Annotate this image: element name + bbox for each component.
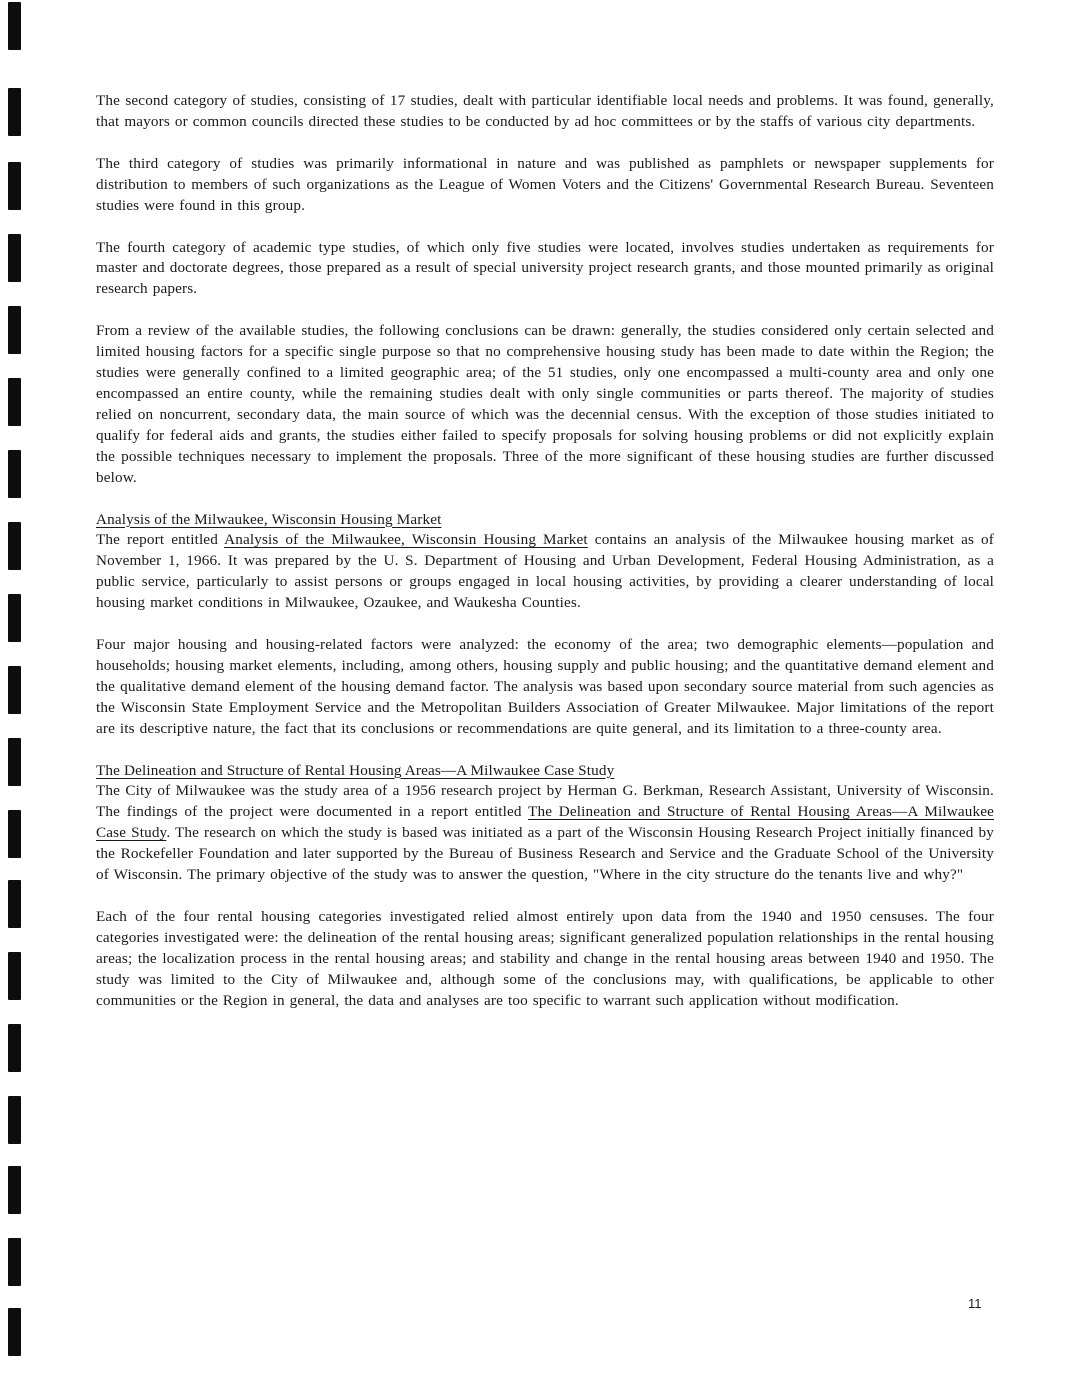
- binding-hole: [8, 952, 21, 1000]
- paragraph-third-category: The third category of studies was primarily informational in nature and was published as pamphlets or newspaper supplements for distribution to members of such organizations as the League of Women Voters and the Citizens' Governmental Research Bureau. Seventeen studies were found in this group.: [96, 154, 994, 214]
- binding-hole: [8, 594, 21, 642]
- text-run: The report entitled: [96, 531, 225, 549]
- binding-hole: [8, 378, 21, 426]
- section-paragraph: [96, 781, 994, 886]
- paragraph-second-category: The second category of studies, consisting of 17 studies, dealt with particular identifiable local needs and problems. It was found, generally, that mayors or common councils directed these studies to be conducted by ad hoc committees or by the staffs of various city departments.: [96, 92, 994, 130]
- binding-hole: [8, 306, 21, 354]
- text-run: The City of Milwaukee was the study area of a 1956 research project by Herman G. Berkman, Research Assistant, University of Wisconsin. The findings of the project were documented in a report entitled: [96, 782, 994, 821]
- text-run: . The research on which the study is based was initiated as a part of the Wisconsin Housing Research Project initially financed by the Rockefeller Foundation and later supported by the Bureau of Business Research and Service and the Graduate School of the University of Wisconsin. The primary objective of the study was to answer the question, "Where in the city structure do the tenants live and why?": [96, 824, 995, 884]
- binding-hole: [8, 666, 21, 714]
- section-heading: The Delineation and Structure of Rental Housing Areas—A Milwaukee Case Study: [96, 761, 615, 779]
- binding-hole: [8, 88, 21, 136]
- document-body: [96, 91, 994, 1012]
- binding-hole: [8, 1024, 21, 1072]
- binding-hole: [8, 810, 21, 858]
- binding-hole: [8, 1166, 21, 1214]
- text-run: contains an analysis of the Milwaukee housing market as of November 1, 1966. It was prepared by the U. S. Department of Housing and Urban Development, Federal Housing Administration, as a public service, particularly to assist persons or groups engaged in local housing activities, by providing a clearer understanding of local housing market conditions in Milwaukee, Ozaukee, and Waukesha Counties.: [96, 531, 994, 612]
- binding-hole: [8, 234, 21, 282]
- binding-hole: [8, 1238, 21, 1286]
- binding-holes: [0, 0, 40, 1380]
- binding-hole: [8, 162, 21, 210]
- binding-hole: [8, 880, 21, 928]
- binding-hole: [8, 738, 21, 786]
- section-heading: Analysis of the Milwaukee, Wisconsin Housing Market: [96, 510, 442, 528]
- report-title: The Delineation and Structure of Rental Housing Areas—A Milwaukee Case Study: [96, 803, 994, 842]
- binding-hole: [8, 1308, 21, 1356]
- section-paragraph: Four major housing and housing-related factors were analyzed: the economy of the area; two demographic elements—population and households; housing market elements, including, among others, housing supply and public housing; and the quantitative demand element and the qualitative demand element of the housing demand factor. The analysis was based upon secondary source material from such agencies as the Wisconsin State Employment Service and the Metropolitan Builders Association of Greater Milwaukee. Major limitations of the report are its descriptive nature, the fact that its conclusions or recommendations are quite general, and its limitation to a three-county area.: [96, 636, 994, 737]
- page-number: 11: [968, 1296, 982, 1311]
- paragraph-fourth-category: The fourth category of academic type studies, of which only five studies were located, involves studies undertaken as requirements for master and doctorate degrees, those prepared as a result of special university project research grants, and those mounted primarily as original research papers.: [96, 238, 994, 298]
- binding-hole: [8, 1096, 21, 1144]
- section-paragraph: Each of the four rental housing categories investigated relied almost entirely upon data from the 1940 and 1950 censuses. The four categories investigated were: the delineation of the rental housing areas; significant generalized population relationships in the rental housing areas; the localization process in the rental housing areas; and stability and change in the rental housing areas between 1940 and 1950. The study was limited to the City of Milwaukee and, although some of the conclusions may, with qualifications, be applicable to other communities or the Region in general, the data and analyses are too specific to warrant such application without modification.: [96, 908, 994, 1009]
- binding-hole: [8, 450, 21, 498]
- section-rental-housing-areas: [96, 761, 994, 1012]
- paragraph-conclusions: From a review of the available studies, the following conclusions can be drawn: generally, the studies considered only certain selected and limited housing factors for a specific single purpose so that no comprehensive housing study has been made to date within the Region; the studies were generally confined to a limited geographic area; of the 51 studies, only one encompassed a multi-county area and only one encompassed an entire county, while the remaining studies dealt with only single communities or parts thereof. The majority of studies relied on noncurrent, secondary data, the main source of which was the decennial census. With the exception of those studies initiated to qualify for federal aids and grants, the studies either failed to specify proposals for solving housing problems or did not explicitly explain the possible techniques necessary to implement the proposals. Three of the more significant of these housing studies are further discussed below.: [96, 322, 994, 486]
- section-paragraph: [96, 530, 994, 614]
- report-title: Analysis of the Milwaukee, Wisconsin Housing Market: [224, 531, 588, 549]
- binding-hole: [8, 522, 21, 570]
- binding-hole: [8, 2, 21, 50]
- section-milwaukee-housing-market: [96, 510, 994, 740]
